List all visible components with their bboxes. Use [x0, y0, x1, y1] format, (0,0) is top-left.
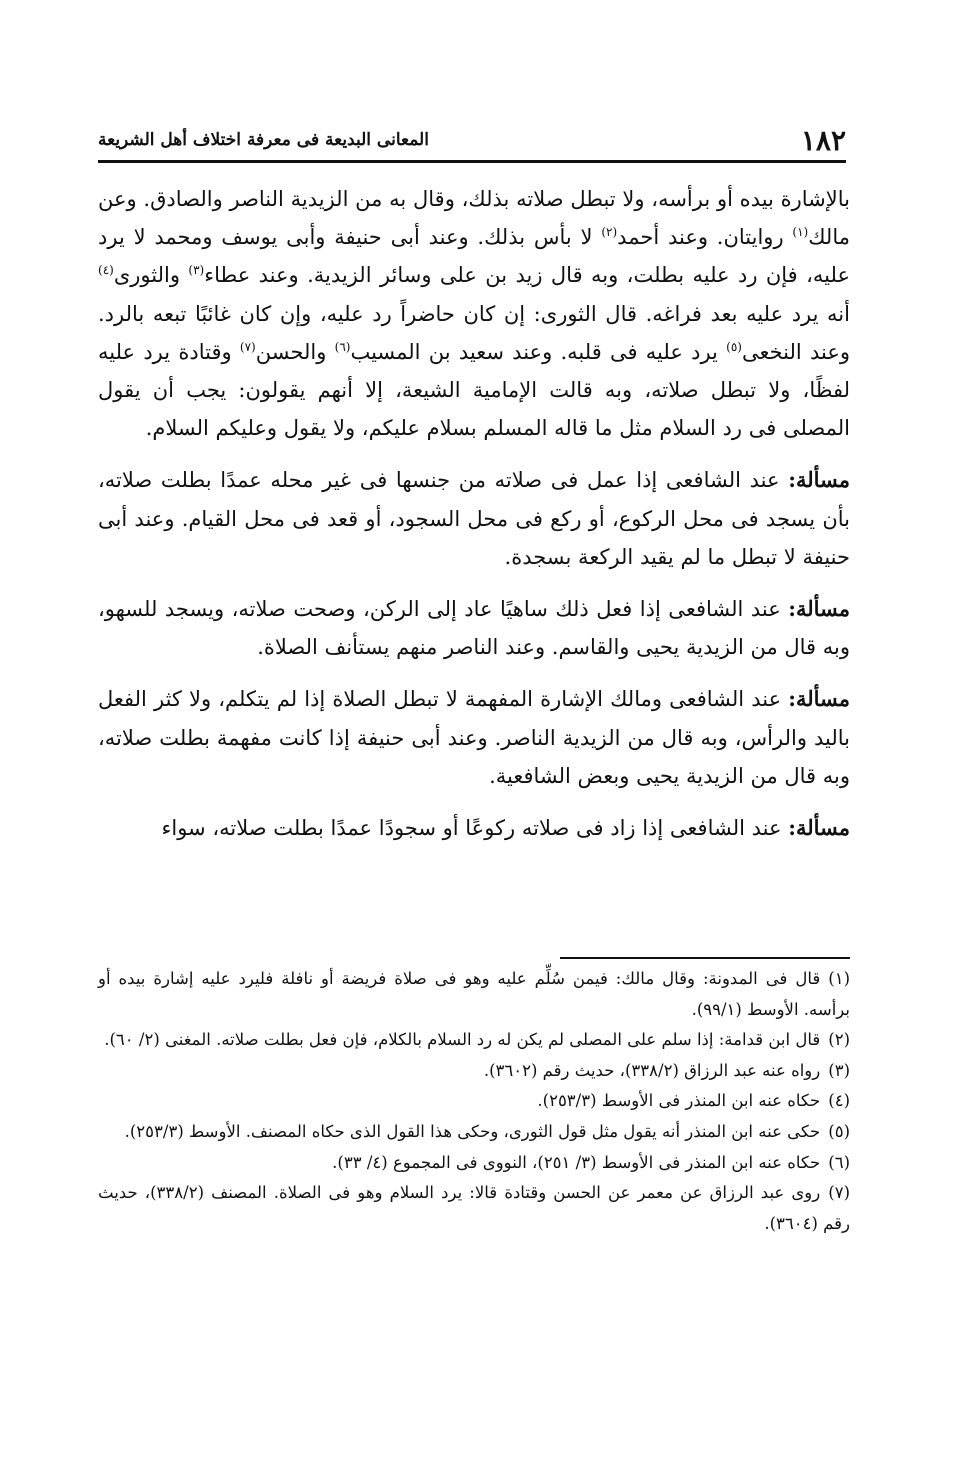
footnote-ref: (٢) — [601, 225, 618, 240]
footnote-item — [98, 1086, 850, 1117]
masala-paragraph — [98, 590, 850, 666]
footnote-ref: (١) — [792, 225, 809, 240]
footnote-text: حكى عنه ابن المنذر أنه يقول مثل قول الثورى، وحكى هذا القول الذى حكاه المصنف. الأوسط (٢٥٣/٣). — [124, 1121, 821, 1141]
main-text — [98, 180, 850, 861]
footnote-item — [98, 964, 850, 1025]
footnote-item — [98, 1148, 850, 1179]
masala-label: مسألة: — [788, 815, 850, 841]
footnote-ref: (٣) — [188, 263, 205, 278]
footnote-text: حكاه عنه ابن المنذر فى الأوسط (٣/ ٢٥١)، النووى فى المجموع (٤/ ٣٣). — [332, 1152, 821, 1172]
masala-label: مسألة: — [788, 467, 850, 493]
footnote-text: قال فى المدونة: وقال مالك: فيمن سُلِّم عليه وهو فى صلاة فريضة أو نافلة فليرد عليه إشارة بيده أو برأسه. الأوسط (٩٩/١). — [98, 969, 850, 1019]
footnote-number: (٥) — [828, 1121, 850, 1141]
intro-paragraph — [98, 180, 850, 447]
footnote-number: (٧) — [828, 1183, 850, 1203]
masala-text: عند الشافعى إذا عمل فى صلاته من جنسها فى غير محله عمدًا بطلت صلاته، بأن يسجد فى محل الركوع، أو ركع فى محل السجود، أو قعد فى محل القيام. وعند أبى حنيفة لا تبطل ما لم يقيد الركعة بسجدة. — [98, 468, 850, 569]
footnote-text: رواه عنه عبد الرزاق (٣٣٨/٢)، حديث رقم (٣٦٠٢). — [483, 1060, 821, 1080]
masala-text: عند الشافعى إذا فعل ذلك ساهيًا عاد إلى الركن، وصحت صلاته، ويسجد للسهو، وبه قال من الزيدية يحيى والقاسم. وعند الناصر منهم يستأنف الصلاة. — [98, 597, 850, 660]
page-number: ١٨٢ — [800, 123, 846, 157]
footnotes — [98, 964, 850, 1239]
intro-text: والثورى — [113, 263, 189, 288]
footnote-ref: (٤) — [98, 263, 114, 278]
footnote-number: (١) — [828, 969, 850, 988]
footnote-item — [98, 1178, 850, 1239]
masala-text: عند الشافعى إذا زاد فى صلاته ركوعًا أو سجودًا عمدًا بطلت صلاته، سواء — [161, 816, 789, 841]
masala-paragraph — [98, 680, 850, 795]
masala-label: مسألة: — [788, 686, 850, 712]
footnote-ref: (٥) — [726, 339, 742, 354]
footnote-number: (٤) — [828, 1091, 850, 1111]
footnote-number: (٢) — [828, 1030, 850, 1050]
header-rule — [98, 160, 846, 163]
footnote-text: قال ابن قدامة: إذا سلم على المصلى لم يكن له رد السلام بالكلام، فإن فعل بطلت صلاته. المغنى (٢/ ٦٠). — [104, 1030, 821, 1050]
intro-text: بالإشارة بيده أو برأسه، ولا تبطل صلاته بذلك، وقال به من الزيدية الناصر والصادق. وعن مالك — [98, 187, 850, 250]
running-title: المعانى البديعة فى معرفة اختلاف أهل الشريعة — [98, 130, 429, 150]
masala-paragraph — [98, 461, 850, 576]
intro-text: أنه يرد عليه بعد فراغه. قال الثورى: إن كان حاضراً رد عليه، وإن كان غائبًا تبعه بالرد. وعند النخعى — [98, 301, 851, 364]
footnote-number: (٣) — [828, 1060, 850, 1080]
footnote-item — [98, 1056, 850, 1087]
intro-text: يرد عليه فى قلبه. وعند سعيد بن المسيب — [350, 339, 727, 364]
footnote-item — [98, 1025, 850, 1056]
footnote-rule — [560, 957, 850, 959]
footnote-ref: (٦) — [334, 339, 351, 354]
masala-paragraph — [98, 809, 850, 847]
intro-text: وقتادة يرد عليه لفظًا، ولا تبطل صلاته، وبه قالت الإمامية الشيعة، إلا أنهم يقولون: يجب أن يقول المصلى فى رد السلام مثل ما قاله المسلم بسلام عليكم، ولا يقول وعليكم السلام. — [98, 339, 850, 441]
footnote-text: روى عبد الرزاق عن معمر عن الحسن وقتادة قالا: يرد السلام وهو فى الصلاة. المصنف (٣٣٨/٢)، حديث رقم (٣٦٠٤). — [98, 1183, 850, 1233]
intro-text: روايتان. وعند أحمد — [617, 225, 793, 250]
masala-text: عند الشافعى ومالك الإشارة المفهمة لا تبطل الصلاة إذا لم يتكلم، ولا كثر الفعل باليد والرأس، وبه قال من الزيدية الناصر. وعند أبى حنيفة إذا كانت مفهمة بطلت صلاته، وبه قال من الزيدية يحيى وبعض الشافعية. — [98, 687, 850, 788]
footnote-item — [98, 1117, 850, 1148]
footnote-ref: (٧) — [239, 339, 256, 354]
intro-text: لا بأس بذلك. وعند أبى حنيفة وأبى يوسف ومحمد لا يرد عليه، فإن رد عليه بطلت، وبه قال زيد بن على وسائر الزيدية. وعند عطاء — [98, 225, 850, 288]
masala-label: مسألة: — [788, 596, 850, 622]
intro-text: والحسن — [255, 339, 335, 364]
footnote-number: (٦) — [828, 1152, 850, 1172]
page-header — [98, 120, 846, 160]
footnote-text: حكاه عنه ابن المنذر فى الأوسط (٢٥٣/٣). — [537, 1091, 821, 1111]
